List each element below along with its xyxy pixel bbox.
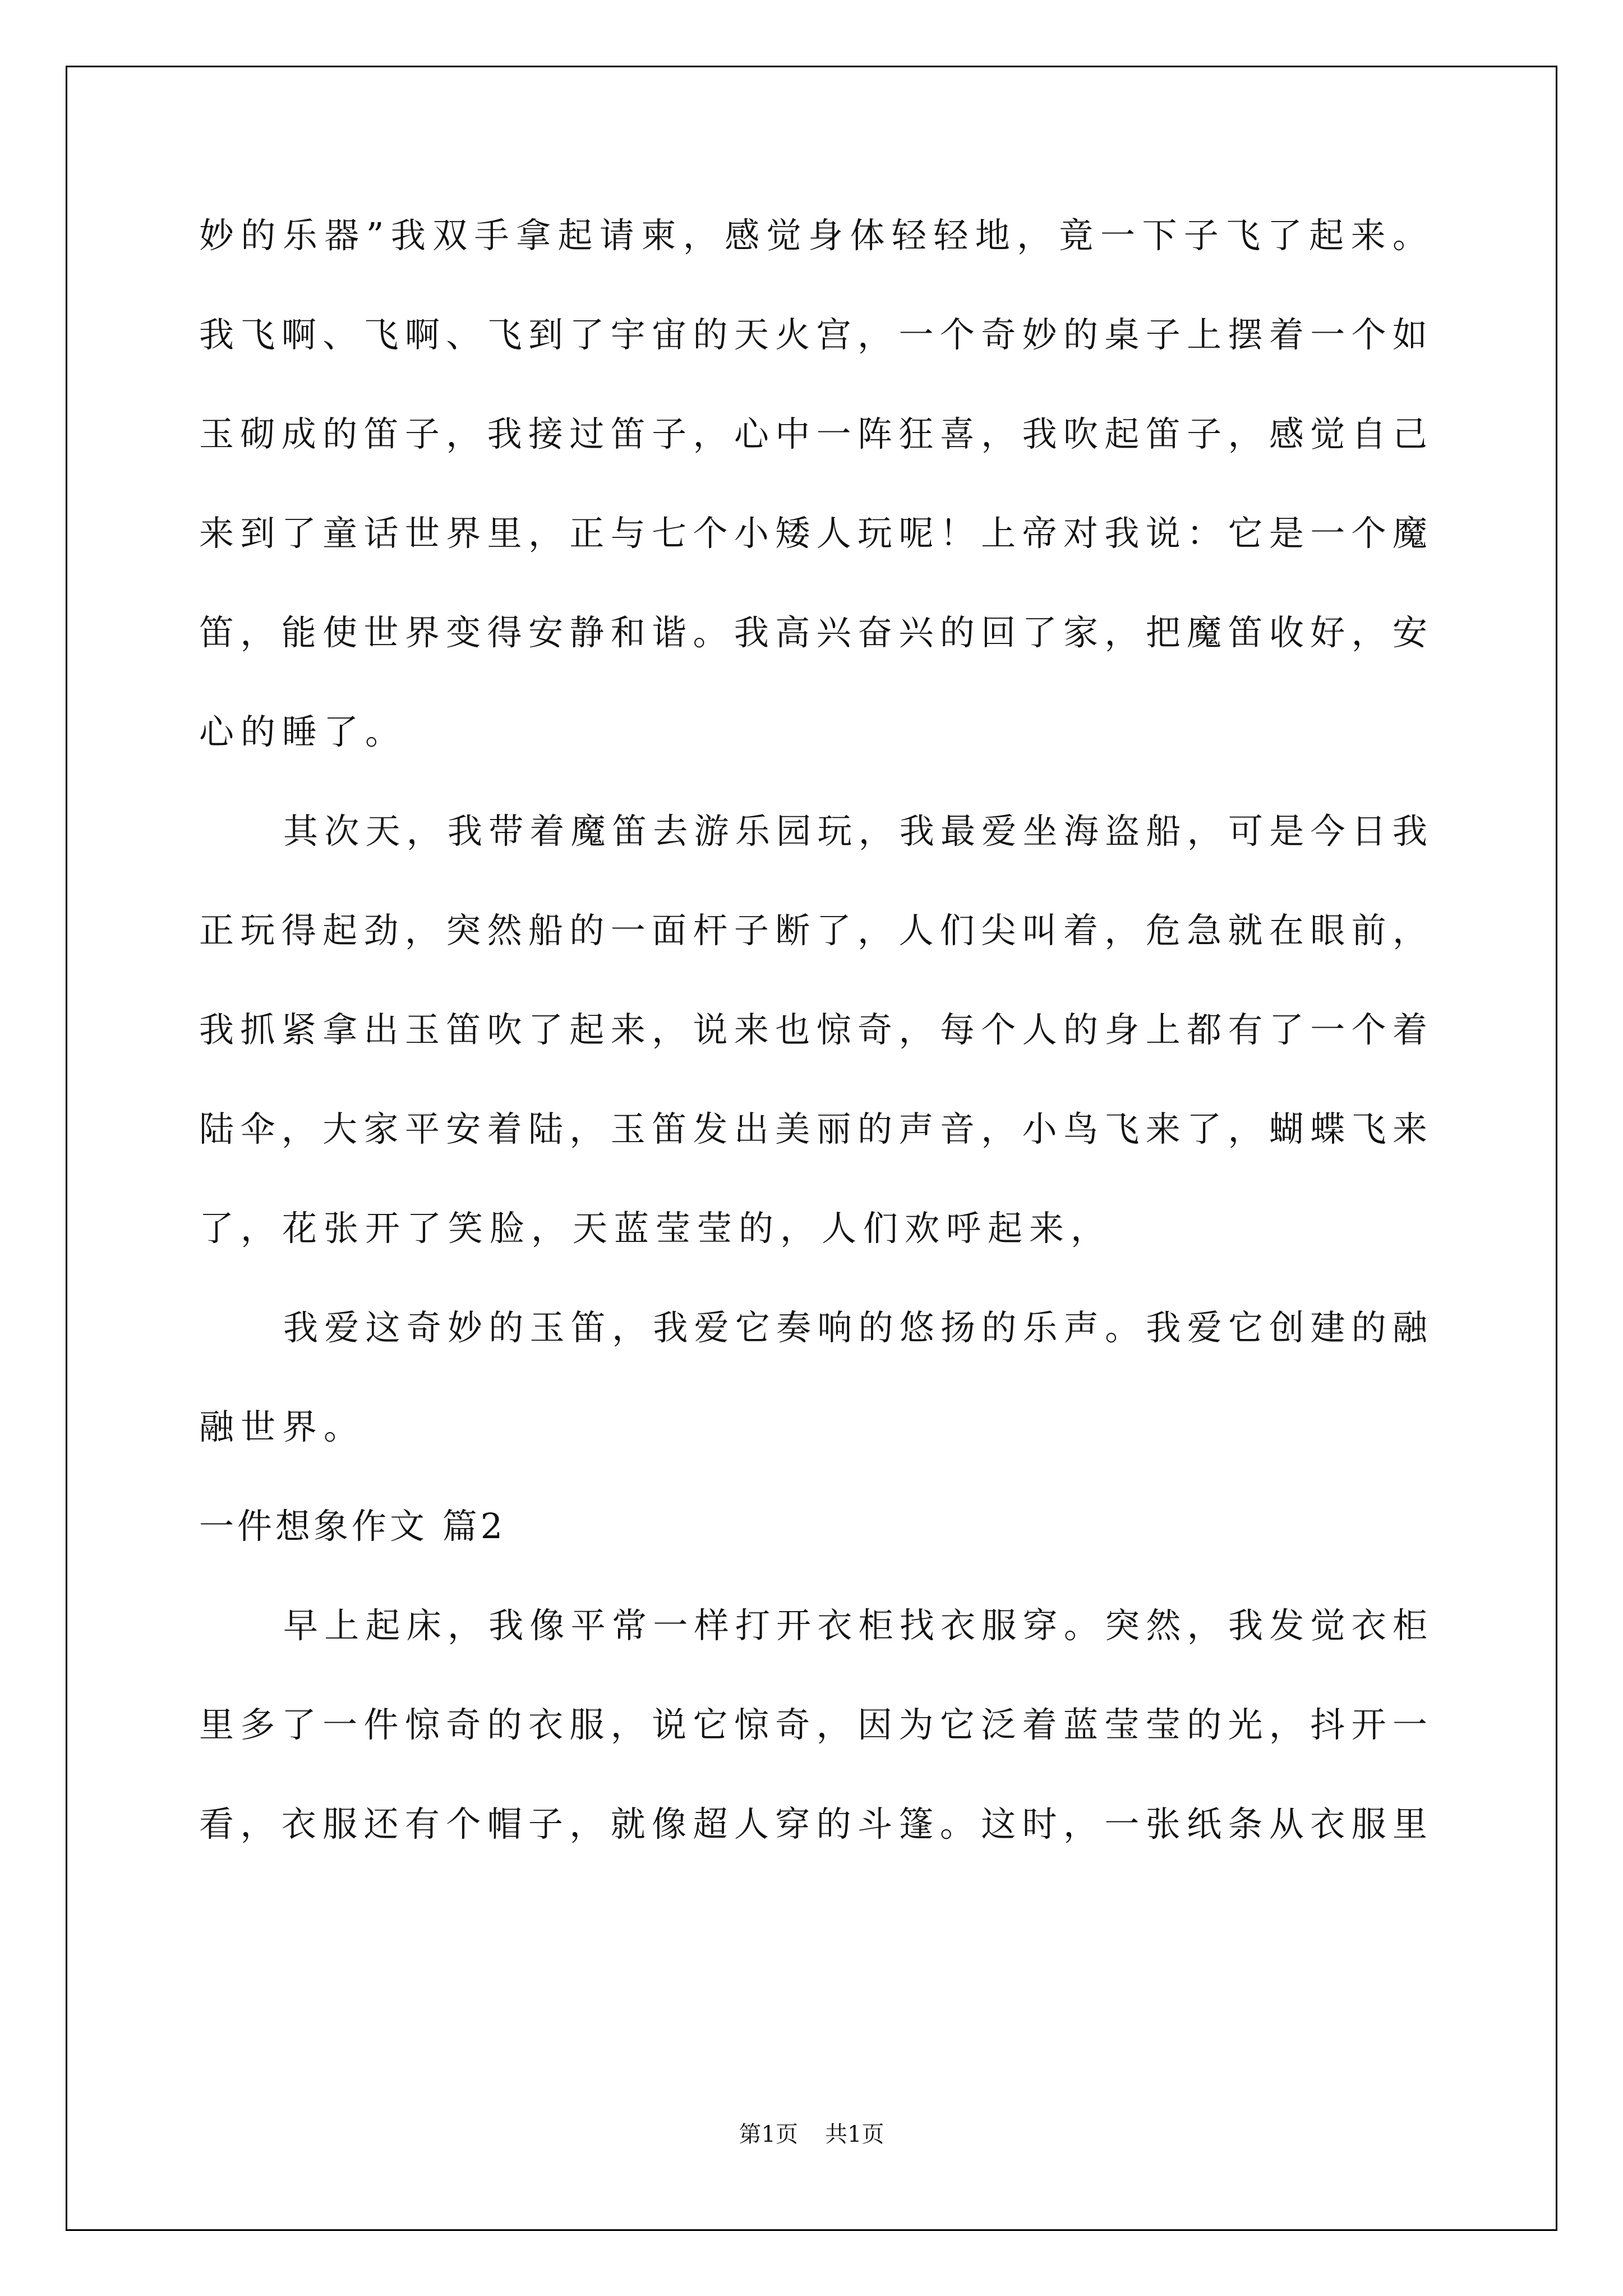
page-number: 第1页: [739, 2122, 798, 2147]
text-line: 里多了一件惊奇的衣服，说它惊奇，因为它泛着蓝莹莹的光，抖开一: [199, 1704, 1427, 1745]
text-line: 我抓紧拿出玉笛吹了起来，说来也惊奇，每个人的身上都有了一个着: [199, 1009, 1427, 1050]
paragraph-first-line: 我爱这奇妙的玉笛，我爱它奏响的悠扬的乐声。我爱它创建的融: [283, 1307, 1427, 1348]
section-heading: 一件想象作文 篇2: [199, 1506, 506, 1547]
text-line: 妙的乐器”我双手拿起请柬，感觉身体轻轻地，竟一下子飞了起来。: [199, 215, 1427, 256]
text-line: 陆伞，大家平安着陆，玉笛发出美丽的声音，小鸟飞来了，蝴蝶飞来: [199, 1108, 1427, 1149]
text-line: 融世界。: [199, 1406, 366, 1447]
text-line: 笛，能使世界变得安静和谐。我高兴奋兴的回了家，把魔笛收好，安: [199, 612, 1427, 653]
paragraph-first-line: 其次天，我带着魔笛去游乐园玩，我最爱坐海盗船，可是今日我: [283, 811, 1427, 852]
text-line: 正玩得起劲，突然船的一面杆子断了，人们尖叫着，危急就在眼前，: [199, 910, 1427, 951]
page-total: 共1页: [825, 2122, 884, 2147]
text-line: 了，花张开了笑脸，天蓝莹莹的，人们欢呼起来，: [199, 1208, 1113, 1249]
text-line: 我飞啊、飞啊、飞到了宇宙的天火宫，一个奇妙的桌子上摆着一个如: [199, 314, 1427, 355]
text-line: 玉砌成的笛子，我接过笛子，心中一阵狂喜，我吹起笛子，感觉自己: [199, 413, 1427, 454]
text-line: 看，衣服还有个帽子，就像超人穿的斗篷。这时，一张纸条从衣服里: [199, 1803, 1427, 1844]
paragraph-first-line: 早上起床，我像平常一样打开衣柜找衣服穿。突然，我发觉衣柜: [283, 1605, 1427, 1646]
text-line: 来到了童话世界里，正与七个小矮人玩呢！上帝对我说：它是一个魔: [199, 513, 1427, 554]
page-footer: [0, 2120, 1623, 2148]
text-line: 心的睡了。: [199, 711, 407, 752]
